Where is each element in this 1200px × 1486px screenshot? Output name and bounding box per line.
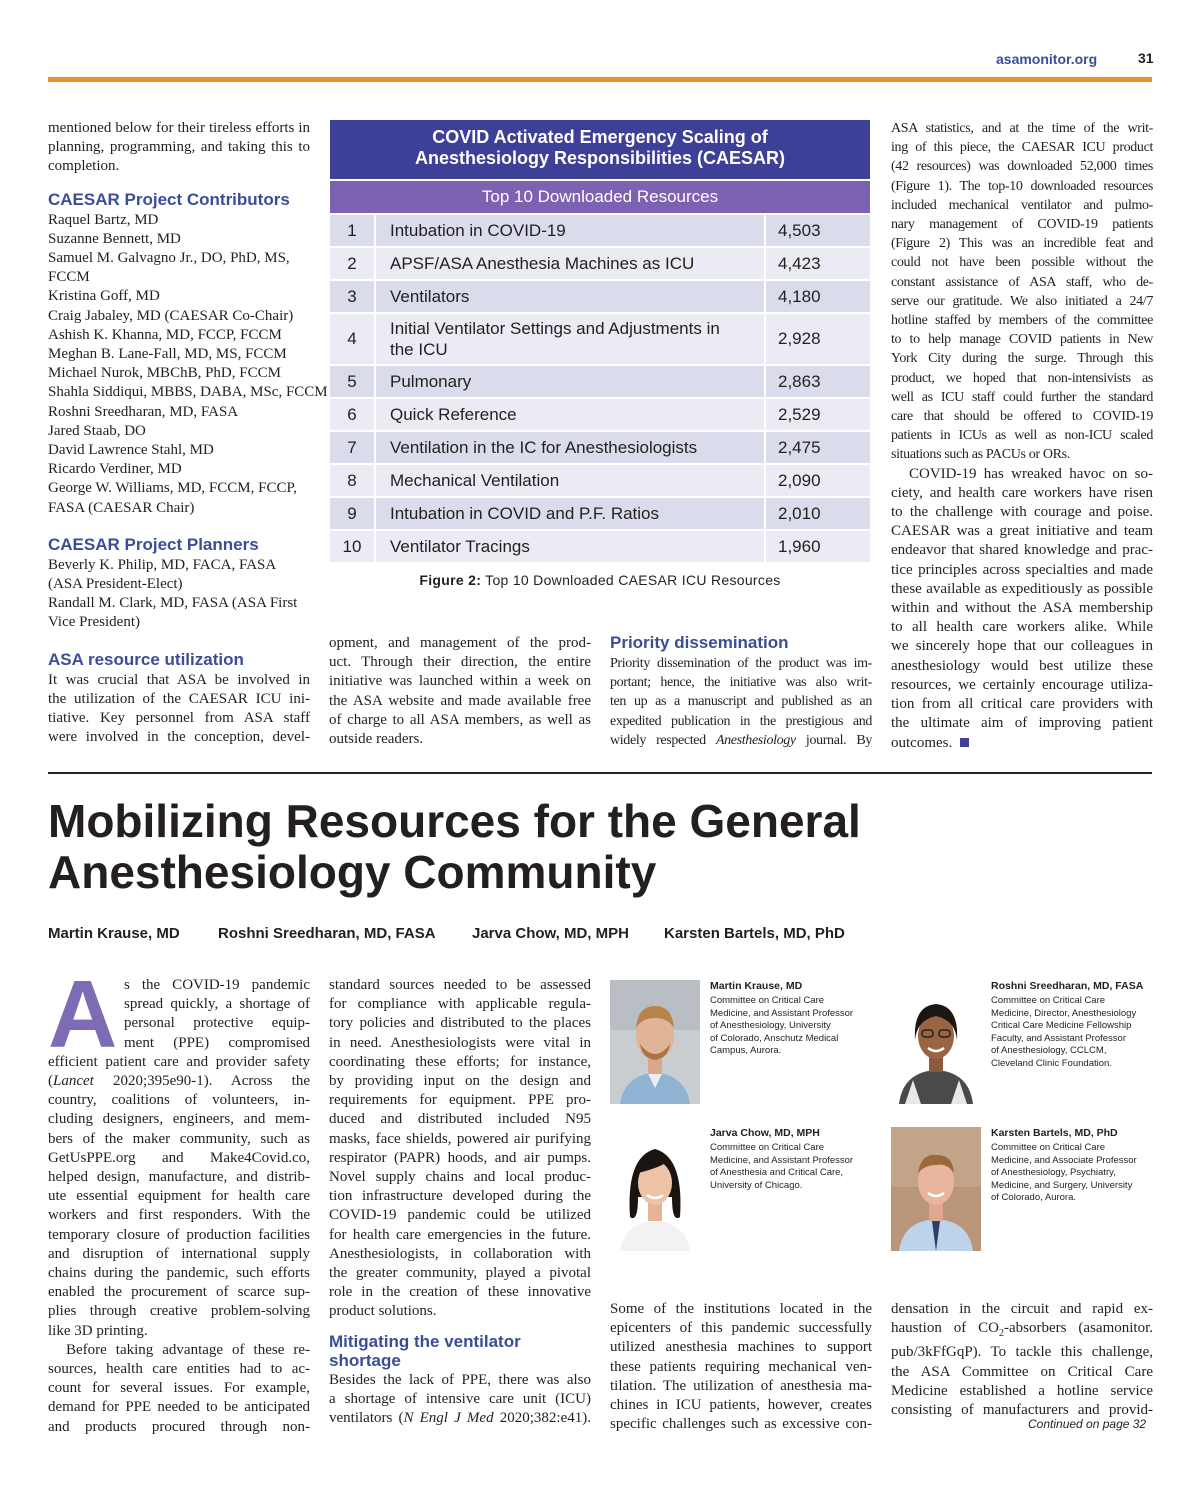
text-line: hotline staffed by members of the committee [891,313,1153,329]
bio-line: Committee on Critical Care [710,1142,825,1153]
article-column-1 [48,1053,310,1437]
bio-line: Medicine, and Assistant Professor [710,1154,854,1166]
text-line: specific challenges such as excessive con- [610,1416,872,1433]
text-line: to the challenge with courage and poise. [891,504,1153,521]
text-line: expedited publication in the prestigious and [610,713,872,729]
text-line: respirator (PAPR) hoods, and air pumps. [329,1149,591,1166]
text-line: COVID-19 pandemic could be utilized [329,1207,591,1224]
subscript: 2 [999,1328,1005,1340]
text-line: by providing input on the design and [329,1073,591,1090]
table-row [330,399,870,430]
text-run: ventilators ( [329,1410,404,1427]
text-line: It was crucial that ASA be involved in [48,671,310,688]
text-line: planning, programming, and taking this to [48,139,310,156]
rank-cell: 3 [330,281,376,312]
text-line: Jared Staab, DO [48,422,146,439]
author-byline: Roshni Sreedharan, MD, FASA [218,925,436,942]
text-line: Priority dissemination of the product was im- [610,656,872,671]
text-line: resources, we certainly encourage utiliza- [891,676,1153,693]
text-line: country, coalitions of volunteers, in- [48,1092,310,1109]
resource-cell: Quick Reference [376,399,766,430]
text-line: personal protective equip- [124,1015,310,1032]
continued-notice: Continued on page 32 [1028,1417,1147,1431]
text-line: patients in ICUs as well as non-ICU scaled [891,428,1153,444]
ventilator-heading [329,1332,591,1370]
downloads-cell: 1,960 [778,536,821,556]
planners-heading: CAESAR Project Planners [48,534,259,554]
bio-text [991,995,1136,1071]
text-line: these available as expeditiously as possible [891,580,1153,597]
utilization-heading: ASA resource utilization [48,649,244,669]
text-line: temporary closure of production facilities [48,1226,310,1243]
table-row [330,465,870,496]
bio-text [710,1142,853,1192]
text-line: completion. [48,158,120,175]
bio-line: Medicine, and Surgery, University [991,1179,1133,1191]
author-byline: Karsten Bartels, MD, PhD [664,925,845,942]
text-run: 2020;395e90-1). Across the [93,1073,310,1089]
text-line: Kristina Goff, MD [48,288,160,305]
rank-cell: 9 [330,498,376,529]
text-line: ASA statistics, and at the time of the writ- [891,121,1153,136]
text-line: ute essential equipment for health care [48,1188,310,1205]
bio-line: University of Chicago. [710,1179,803,1191]
text-line: nary management of COVID-19 patients [891,217,1153,233]
caesar-table [330,120,870,562]
rank-cell: 10 [330,531,376,562]
bio-line: of Anesthesiology, Psychiatry, [991,1167,1116,1179]
header-rule [48,77,1152,82]
text-line: tilation. The utilization of anesthesia ma- [610,1377,872,1394]
text-run: 2020;382:e41). [493,1410,591,1427]
bio-line: Cleveland Clinic Foundation. [991,1057,1112,1069]
drop-cap: A [48,961,118,1068]
rank-cell: 7 [330,432,376,463]
paragraph [48,1053,310,1072]
text-line: COVID-19 has wreaked havoc on so- [909,465,1153,482]
text-line: anesthesiology would best utilize these [891,657,1153,674]
table-row [330,498,870,529]
text-line: initiative was launched within a week on [329,673,591,690]
rank-cell: 5 [330,366,376,397]
text-line: Novel supply chains and local produc- [329,1169,591,1186]
paragraph [48,1091,310,1341]
text-line: for health care emergencies in the future. [329,1226,591,1243]
text-line: standard sources needed to be assessed [329,977,591,993]
text-line: FASA (CAESAR Chair) [48,499,195,516]
text-line: s the COVID-19 pandemic [124,977,310,993]
text-line: ment (PPE) compromised [124,1034,310,1051]
downloads-cell: 2,863 [778,371,821,391]
bio-line: of Anesthesiology, CCLCM, [991,1045,1107,1057]
priority-text [610,654,872,750]
journal-title: N Engl J Med [403,1410,494,1427]
bio-line: Critical Care Medicine Fellowship [991,1020,1132,1032]
text-line: densation in the circuit and rapid ex- [891,1301,1153,1317]
bio-line: Medicine, Director, Anesthesiology [991,1007,1137,1019]
text-line: opment, and management of the prod- [329,635,591,651]
text-line: George W. Williams, MD, FCCM, FCCP, [48,480,297,497]
text-line: sources, health care entities had to ac- [48,1361,310,1378]
text-run: haustion of CO [891,1320,1000,1337]
text-line: Some of the institutions located in the [610,1301,872,1317]
downloads-cell: 2,090 [778,470,821,490]
text-line: GetUsPPE.org and Make4Covid.co, [48,1149,310,1166]
text-line: Meghan B. Lane-Fall, MD, MS, FCCM [48,346,287,363]
text-line: the greater community, played a pivotal [329,1265,591,1282]
table-subtitle: Top 10 Downloaded Resources [330,181,870,213]
text-line: could not have been possible without the [891,255,1153,271]
article-column-3 [610,1300,872,1434]
rank-cell: 2 [330,248,376,279]
text-line: Vice President) [48,614,140,631]
text-line: Suzanne Bennett, MD [48,230,181,247]
author-photo-chow [610,1127,700,1251]
text-line [48,1072,310,1091]
author-byline: Jarva Chow, MD, MPH [472,925,629,942]
utilization-text [48,671,310,748]
bio-line: Faculty, and Assistant Professor [991,1032,1126,1044]
resource-cell: Intubation in COVID and P.F. Ratios [376,498,766,529]
text-line: helped design, manufacture, and distrib- [48,1169,310,1186]
text-line: outside readers. [329,731,424,748]
planners-list [48,556,310,633]
priority-section [610,633,872,750]
rank-cell: 8 [330,465,376,496]
text-line: Raquel Bartz, MD [48,211,159,228]
text-line [610,731,872,750]
text-line: and products procured through non- [48,1418,310,1435]
bio-line: of Colorado, Aurora. [991,1192,1077,1204]
end-mark [960,738,969,747]
resource-cell: Initial Ventilator Settings and Adjustments in the ICU [376,314,766,364]
text-line: well as ICU staff could further the standard [891,389,1153,405]
priority-heading: Priority dissemination [610,633,789,652]
text-line [329,1409,591,1428]
table-title [330,120,870,179]
rank-cell: 4 [330,314,376,364]
journal-title: Anesthesiology [715,732,796,748]
resource-cell: Ventilation in the IC for Anesthesiologists [376,432,766,463]
text-line: chines in ICU patients, however, creates [610,1397,872,1414]
text-line: demand for PPE needed to be anticipated [48,1399,310,1416]
text-line: to all health care workers alike. While [891,619,1153,636]
headline-line: Anesthesiology Community [48,846,657,898]
table-row [330,215,870,246]
text-line: these patients requiring mechanical ven- [610,1358,872,1375]
bio-line: Committee on Critical Care [991,995,1106,1006]
table-row [330,248,870,279]
text-line: Beverly K. Philip, MD, FACA, FASA [48,556,277,573]
text-line: to to help manage COVID patients in New [891,332,1153,348]
bio-name: Jarva Chow, MD, MPH [710,1127,820,1139]
text-line: bers of the maker community, such as [48,1130,310,1147]
text-line: (42 resources) was downloaded 52,000 times [891,159,1153,175]
heading-line: Mitigating the ventilator [329,1331,521,1351]
text-line [891,1319,1153,1343]
table-row [330,366,870,397]
text-line: product, we hoped that non-intensivists as [891,370,1153,386]
text-line: plies through creative problem-solving [48,1303,310,1320]
text-line: serve our gratitude. We also initiated a 24/7 [891,293,1153,309]
text-line: requirements for equipment. PPE pro- [329,1092,591,1109]
rank-cell: 1 [330,215,376,246]
bio-line: of Anesthesia and Critical Care, [710,1167,844,1179]
text-line: utilized anesthesia machines to support [610,1339,872,1356]
resource-cell: APSF/ASA Anesthesia Machines as ICU [376,248,766,279]
downloads-cell: 2,010 [778,503,821,523]
text-line: FCCM [48,269,90,286]
bio-line: of Anesthesiology, University [710,1020,831,1032]
text-run: journal. By [795,732,873,748]
text-run: widely respected [610,732,716,748]
text-line: chains during the pandemic, such efforts [48,1265,310,1282]
text-line: we sincerely hope that our colleagues in [891,638,1153,655]
text-line: epicenters of this pandemic successfully [610,1320,872,1337]
text-line: Anesthesiologists, in collaboration with [329,1245,591,1262]
article-column-4-text [891,1343,1153,1420]
text-line: constant assistance of ASA staff, who de- [891,274,1153,290]
bio-line: Committee on Critical Care [991,1142,1106,1153]
headline-line: Mobilizing Resources for the General [48,795,861,847]
downloads-cell: 2,529 [778,404,821,424]
text-line: endeavor that shared knowledge and prac- [891,542,1153,559]
journal-title: Lancet [53,1073,94,1089]
bio-line: Campus, Aurora. [710,1045,782,1057]
bio-line: Committee on Critical Care [710,995,825,1006]
text-line: uct. Through their direction, the entire [329,654,591,671]
table-title-line: Anesthesiology Responsibilities (CAESAR) [414,148,786,168]
text-line: Shahla Siddiqui, MBBS, DABA, MSc, FCCM [48,384,328,401]
article-column-2 [329,976,591,1428]
text-line: and disruption of international supply [48,1245,310,1262]
text-line: Randall M. Clark, MD, FASA (ASA First [48,595,298,612]
caption-text: Top 10 Downloaded CAESAR ICU Resources [485,572,781,588]
paragraph [48,1341,310,1437]
text-line: ciety, and health care workers have risen [891,484,1153,501]
resource-cell: Ventilators [376,281,766,312]
statistics-paragraph [891,119,1153,465]
text-line: were involved in the conception, devel- [48,729,310,746]
rank-cell: 6 [330,399,376,430]
article-headline [48,796,1048,898]
bio-line: Medicine, and Associate Professor [991,1154,1137,1166]
text-line: tion from all critical care providers with [891,696,1153,713]
article-column-2-text [329,976,591,1322]
text-line: Ashish K. Khanna, MD, FCCP, FCCM [48,326,282,343]
table-body [330,215,870,562]
author-photo-bartels [891,1127,981,1251]
text-line: care that should be offered to COVID-19 [891,409,1153,425]
article-intro-text [124,976,310,1053]
text-line: tiative. Key personnel from ASA staff [48,710,310,727]
text-line: Before taking advantage of these re- [66,1341,310,1358]
text-line: the ASA website and made available free [329,692,591,709]
text-line: Besides the lack of PPE, there was also [329,1371,591,1388]
text-line: CAESAR was a great initiative and team [891,523,1153,540]
downloads-cell: 4,180 [778,286,821,306]
bio-name: Martin Krause, MD [710,980,803,992]
contributors-heading: CAESAR Project Contributors [48,189,290,209]
bio-name: Karsten Bartels, MD, PhD [991,1127,1118,1139]
bio-name: Roshni Sreedharan, MD, FASA [991,980,1144,992]
table-row [330,314,870,364]
text-line: within and without the ASA membership [891,600,1153,617]
text-line: David Lawrence Stahl, MD [48,442,214,459]
text-line: Michael Nurok, MBChB, PhD, FCCM [48,365,281,382]
closing-paragraph [891,465,1153,753]
table-row [330,432,870,463]
resource-cell: Intubation in COVID-19 [376,215,766,246]
caption-label: Figure 2: [419,572,482,588]
contributors-list [48,211,328,518]
text-line: ten up as a manuscript and published as an [610,694,872,710]
text-line: pub/3kFfGqP). To tackle this challenge, [891,1344,1153,1361]
article-column-4 [891,1300,1153,1420]
resource-cell: Pulmonary [376,366,766,397]
downloads-cell: 2,475 [778,437,821,457]
text-line: mentioned below for their tireless efforts in [48,120,310,136]
text-line: consisting of manufacturers and provid- [891,1402,1153,1419]
text-line: like 3D printing. [48,1322,148,1339]
section-divider [48,772,1152,774]
text-line: workers and first responders. With the [48,1207,310,1224]
text-line: Roshni Sreedharan, MD, FASA [48,403,239,420]
text-line: the ultimate aim of improving patient [891,715,1153,732]
text-line: a shortage of intensive care unit (ICU) [329,1390,591,1407]
text-line: duced and distributed included N95 [329,1111,591,1128]
text-line: York City during the surge. Through this [891,351,1153,367]
text-line: outcomes. [891,734,1153,753]
resource-cell: Ventilator Tracings [376,531,766,562]
heading-line: shortage [329,1350,401,1370]
text-run: ( [48,1073,53,1089]
text-line: ing of this piece, the CAESAR ICU product [891,140,1153,156]
bio-line: of Colorado, Anschutz Medical [710,1032,839,1044]
text-line: enabled the procurement of scarce sup- [48,1284,310,1301]
resource-cell: Mechanical Ventilation [376,465,766,496]
site-url[interactable]: asamonitor.org [996,51,1098,67]
text-line: the utilization of the CAESAR ICU ini- [48,690,310,707]
bio-text [991,1142,1137,1205]
text-line: masks, face shields, powered air purifying [329,1130,591,1147]
text-line: Medicine established a hotline service [891,1382,1153,1399]
text-line: of charge to all ASA members, as well as [329,711,591,728]
text-line: (Figure 1). The top-10 downloaded resources [891,178,1153,194]
continuation-text [329,634,591,749]
bio-text [710,995,853,1058]
downloads-cell: 4,503 [778,220,821,240]
text-line: cluding designers, engineers, and mem- [48,1111,310,1128]
text-line: (ASA President-Elect) [48,576,183,593]
statistics-text [891,119,1153,753]
text-line: the ASA Committee on Critical Care [891,1363,1153,1380]
contributors-column [48,119,328,747]
text-line: role in the creation of these innovative [329,1284,591,1301]
author-photo-sreedharan [891,980,981,1104]
text-line: Samuel M. Galvagno Jr., DO, PhD, MS, [48,250,290,267]
text-line: coordinating these efforts; for instance, [329,1053,591,1070]
downloads-cell: 4,423 [778,253,821,273]
text-line: included mechanical ventilator and pulmo- [891,197,1153,213]
bio-line: Medicine, and Assistant Professor [710,1007,854,1019]
text-line: in need. Anesthesiologists were vital in [329,1034,591,1051]
intro-text [48,119,310,177]
table-row [330,281,870,312]
downloads-cell: 2,928 [778,329,821,348]
text-line: tice principles across specialties and made [891,561,1153,578]
text-line: Ricardo Verdiner, MD [48,461,182,478]
text-line: portant; hence, the initiative was also writ- [610,675,872,691]
text-line: Craig Jabaley, MD (CAESAR Co-Chair) [48,307,294,324]
text-line: situations such as PACUs or ORs. [891,447,1070,463]
text-run: -absorbers (asamonitor. [1004,1320,1154,1337]
text-line: tory policies and distributed to the places [329,1015,591,1032]
author-byline: Martin Krause, MD [48,925,180,942]
text-line: spread quickly, a shortage of [124,996,310,1013]
table-row [330,531,870,562]
text-line: tion infrastructure developed during the [329,1188,591,1205]
ventilator-text [329,1371,591,1429]
table-title-line: COVID Activated Emergency Scaling of [432,127,768,147]
text-line: count for several issues. For example, [48,1380,310,1397]
page-number: 31 [1138,50,1154,66]
text-line: product solutions. [329,1303,437,1320]
text-line: (Figure 2) This was an incredible feat and [891,236,1153,252]
figure-caption [330,572,870,588]
text-line: efficient patient care and provider safety [48,1053,310,1070]
text-line: for compliance with applicable regula- [329,996,591,1013]
author-photo-krause [610,980,700,1104]
